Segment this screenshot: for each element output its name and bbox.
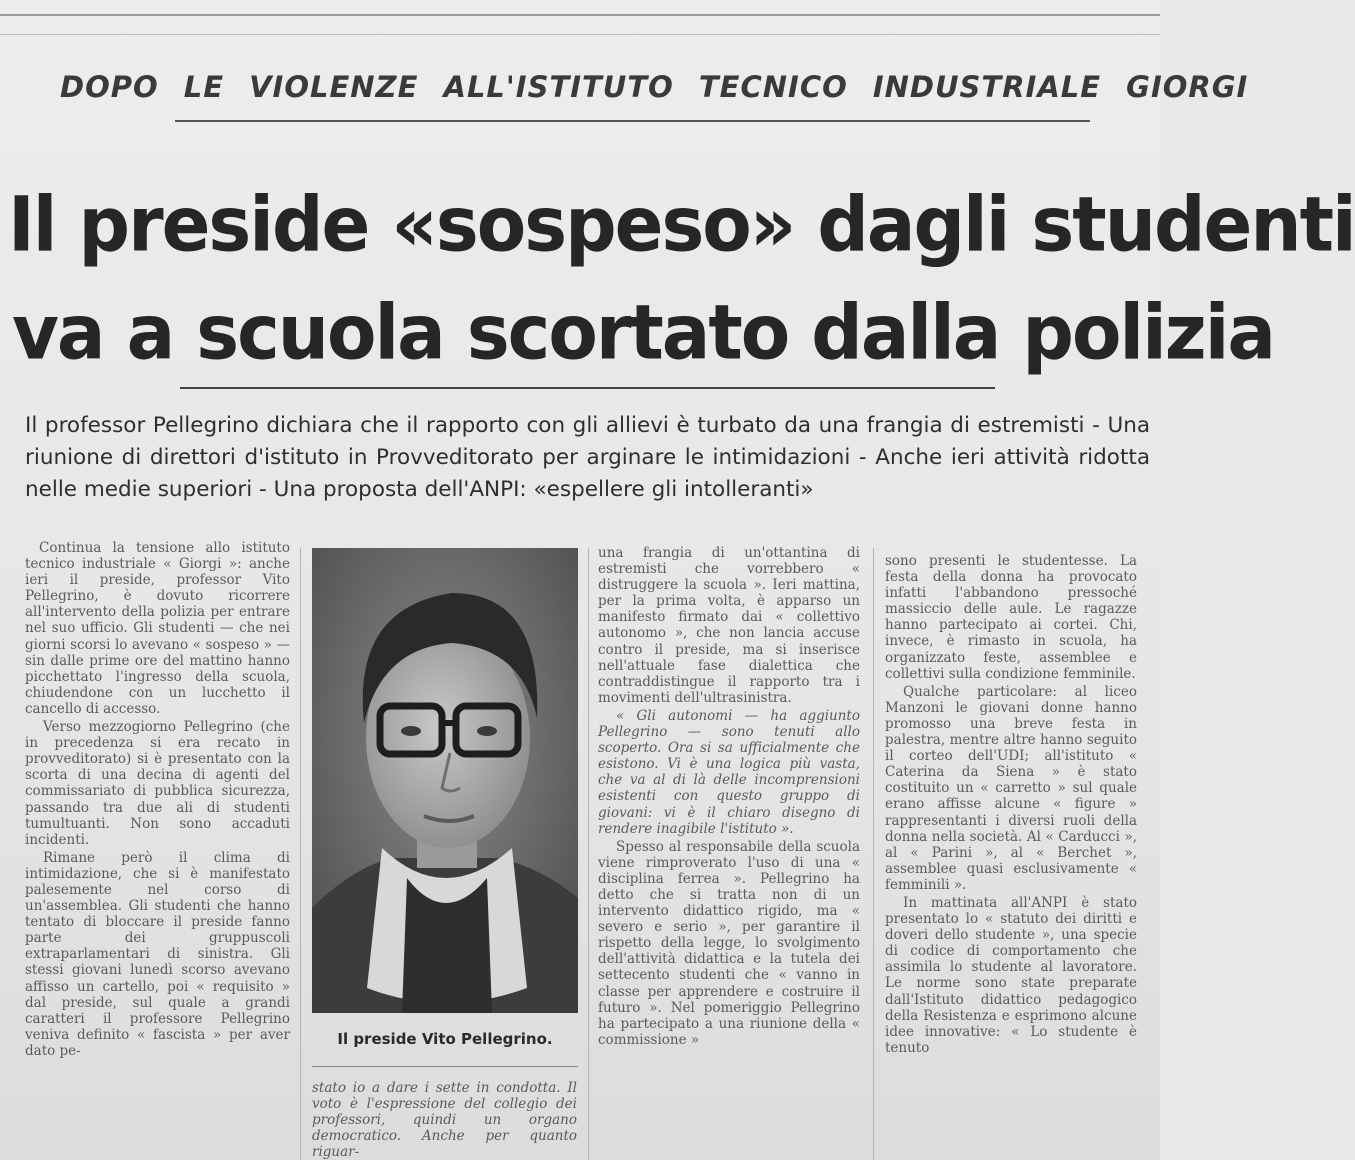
headline-rule bbox=[180, 387, 995, 389]
top-rule-secondary bbox=[0, 34, 1160, 35]
article-column-3 bbox=[598, 545, 860, 1160]
column-divider bbox=[873, 548, 874, 1160]
photo-caption: Il preside Vito Pellegrino. bbox=[337, 1030, 553, 1048]
article-column-4 bbox=[885, 553, 1137, 1160]
subheadline-deck: Il professor Pellegrino dichiara che il rapporto con gli allievi è turbato da una frangia di estremisti - Una riunione di direttori d'istituto in Provveditorato per arginare le intimidazioni - Anche ieri attività ridotta nelle medie superiori - Una proposta dell'ANPI: «espellere gli intolleranti» bbox=[25, 413, 1150, 502]
portrait-photo bbox=[312, 548, 578, 1013]
portrait-illustration bbox=[312, 548, 578, 1013]
headline-line-1: Il preside «sospeso» dagli studenti bbox=[8, 180, 1355, 269]
top-rule bbox=[0, 14, 1160, 16]
paragraph: Spesso al responsabile della scuola viene rimproverato l'uso di una « disciplina ferrea ». Pellegrino ha detto che si tratta non di un intervento didattico rigido, ma « severo e serio », per garantire il rispetto della legge, lo svolgimento dell'attività didattica e la tutela dei settecento studenti che « vanno in classe per apprendere e costruire il futuro ». Nel pomeriggio Pellegrino ha partecipato a una riunione della « commissione » bbox=[598, 838, 860, 1048]
paragraph: sono presenti le studentesse. La festa della donna ha provocato infatti l'abbandono pressoché massiccio delle aule. Le ragazze hanno partecipato ai cortei. Chi, invece, è rimasto in scuola, ha organizzato feste, assemblee e collettivi sulla condizione femminile. bbox=[885, 553, 1137, 682]
paragraph: « Gli autonomi — ha aggiunto Pellegrino — sono tenuti allo scoperto. Ora si sa ufficialmente che esistono. Vi è una logica più vasta, che va al di là delle incomprensioni esistenti con questo gruppo di giovani: vi è il chiaro disegno di rendere inagibile l'istituto ». bbox=[598, 707, 860, 837]
paragraph: una frangia di un'ottantina di estremisti che vorrebbero « distruggere la scuola ». Ieri mattina, per la prima volta, è apparso un manifesto firmato dai « collettivo autonomo », che non lancia accuse contro il preside, ma si inserisce nell'attuale fase dialettica che contraddistingue il rapporto tra i movimenti dell'ultrasinistra. bbox=[598, 545, 860, 706]
kicker-underline bbox=[175, 120, 1090, 122]
article-column-2 bbox=[312, 1080, 577, 1160]
paragraph: stato io a dare i sette in condotta. Il voto è l'espressione del collegio dei professori, quindi un organo democratico. Anche per quanto riguar- bbox=[312, 1080, 577, 1160]
headline-line-2: va a scuola scortato dalla polizia bbox=[12, 288, 1274, 377]
paragraph: Qualche particolare: al liceo Manzoni le giovani donne hanno promosso una breve festa in palestra, mentre altre hanno seguito il corteo dell'UDI; all'istituto « Caterina da Siena » è stato costituito un « carretto » sul quale erano affisse alcune « figure » rappresentanti i diversi ruoli della donna nella società. Al « Carducci », al « Parini », al « Berchet », assemblee quasi esclusivamente « femminili ». bbox=[885, 683, 1137, 893]
paragraph: Verso mezzogiorno Pellegrino (che in precedenza si era recato in provveditorato) si è presentato con la scorta di una decina di agenti del commissariato di pubblica sicurezza, passando tra due ali di studenti tumultuanti. Non sono accaduti incidenti. bbox=[25, 719, 290, 848]
paragraph: In mattinata all'ANPI è stato presentato lo « statuto dei diritti e doveri dello studente », una specie di codice di comportamento che assimila lo studente al lavoratore. Le norme sono state preparate dall'Istituto didattico pedagogico della Resistenza e esprimono alcune idee innovative: « Lo studente è tenuto bbox=[885, 894, 1137, 1056]
article-column-1 bbox=[25, 540, 290, 1160]
column-divider bbox=[588, 548, 589, 1160]
paragraph: Rimane però il clima di intimidazione, che si è manifestato palesemente nel corso di un'assemblea. Gli studenti che hanno tentato di bloccare il preside fanno parte dei gruppuscoli extraparlamentari di sinistra. Gli stessi giovani lunedì scorso avevano affisso un cartello, poi « requisito » dal preside, sul quale a grandi caratteri il professore Pellegrino veniva definito « fascista » per aver dato pe- bbox=[25, 849, 290, 1059]
column-divider bbox=[300, 548, 301, 1160]
kicker-headline: DOPO LE VIOLENZE ALL'ISTITUTO TECNICO INDUSTRIALE GIORGI bbox=[60, 70, 1249, 104]
paragraph: Continua la tensione allo istituto tecnico industriale « Giorgi »: anche ieri il preside, professor Vito Pellegrino, è dovuto ricorrere all'intervento della polizia per entrare nel suo ufficio. Gli studenti — che nei giorni scorsi lo avevano « sospeso » — sin dalle prime ore del mattino hanno picchettato l'ingresso della scuola, chiudendone con un lucchetto il cancello di accesso. bbox=[25, 540, 290, 717]
caption-rule bbox=[312, 1066, 578, 1067]
